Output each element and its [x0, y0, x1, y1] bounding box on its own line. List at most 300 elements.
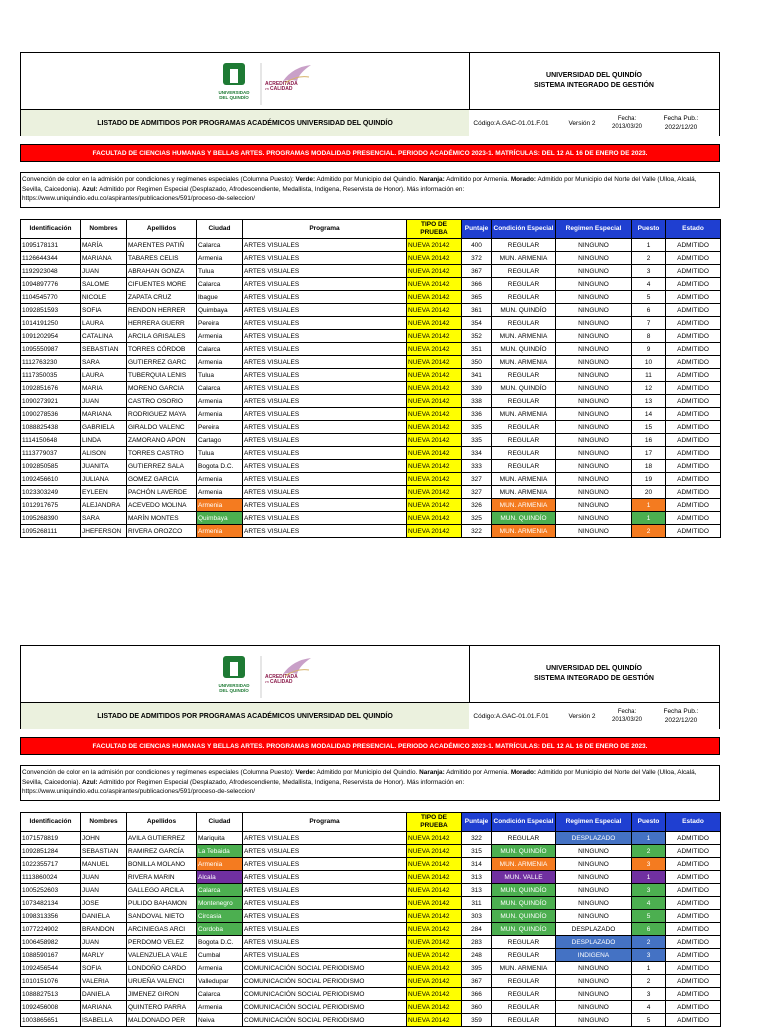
column-header: TIPO DE PRUEBA: [407, 813, 462, 832]
rank-cell: 6: [632, 923, 666, 936]
table-row: [21, 473, 721, 486]
info-link[interactable]: https://www.uniquindio.edu.co/aspirantes/publicaciones/591/proceso-de-seleccion/: [22, 788, 256, 795]
score-cell: 366: [462, 278, 492, 291]
test-type-cell: NUEVA 20142: [407, 832, 462, 845]
city-cell: Tulua: [197, 369, 243, 382]
special-condition-cell: REGULAR: [492, 434, 556, 447]
test-type-cell: NUEVA 20142: [407, 239, 462, 252]
special-regime-cell: NINGUNO: [556, 304, 632, 317]
document-header: [20, 52, 720, 136]
publication-date-label: Fecha Pub.:: [663, 708, 699, 715]
table-row: [21, 1001, 721, 1014]
city-cell: Ibague: [197, 291, 243, 304]
table-row: [21, 421, 721, 434]
test-type-cell: NUEVA 20142: [407, 897, 462, 910]
test-type-cell: NUEVA 20142: [407, 512, 462, 525]
special-condition-cell: MUN. QUINDÍO: [492, 304, 556, 317]
color-convention-note: [20, 172, 720, 208]
score-cell: 335: [462, 434, 492, 447]
last-name-cell: CASTRO OSORIO: [127, 395, 197, 408]
special-condition-cell: MUN. ARMENIA: [492, 408, 556, 421]
status-cell: ADMITIDO: [666, 317, 721, 330]
score-cell: 322: [462, 525, 492, 538]
special-condition-cell: REGULAR: [492, 936, 556, 949]
logo-line-1: UNIVERSIDAD: [218, 683, 250, 688]
document-info-row: [21, 702, 719, 729]
test-type-cell: NUEVA 20142: [407, 884, 462, 897]
special-condition-cell: REGULAR: [492, 291, 556, 304]
id-cell: 1073482134: [21, 897, 81, 910]
id-cell: 1095268111: [21, 525, 81, 538]
last-name-cell: PACHÓN LAVERDE: [127, 486, 197, 499]
listing-title: LISTADO DE ADMITIDOS POR PROGRAMAS ACADÉMICOS UNIVERSIDAD DEL QUINDÍO: [21, 703, 470, 729]
id-cell: 1113779037: [21, 447, 81, 460]
status-cell: ADMITIDO: [666, 923, 721, 936]
first-name-cell: ISABELLA: [81, 1014, 127, 1027]
admitted-table: [20, 219, 721, 538]
last-name-cell: TORRES CÓRDOB: [127, 343, 197, 356]
rank-cell: 10: [632, 356, 666, 369]
last-name-cell: TABARES CELIS: [127, 252, 197, 265]
city-cell: Armenia: [197, 252, 243, 265]
last-name-cell: RIVERA OROZCO: [127, 525, 197, 538]
score-cell: 367: [462, 975, 492, 988]
program-cell: ARTES VISUALES: [243, 473, 407, 486]
test-type-cell: NUEVA 20142: [407, 434, 462, 447]
program-cell: ARTES VISUALES: [243, 304, 407, 317]
city-cell: Mariquita: [197, 832, 243, 845]
rank-cell: 18: [632, 460, 666, 473]
special-condition-cell: MUN. ARMENIA: [492, 499, 556, 512]
rank-cell: 2: [632, 936, 666, 949]
id-cell: 1095268390: [21, 512, 81, 525]
special-condition-cell: MUN. QUINDÍO: [492, 910, 556, 923]
faculty-banner: FACULTAD DE CIENCIAS HUMANAS Y BELLAS ARTES. PROGRAMAS MODALIDAD PRESENCIAL. PERIODO ACADÉMICO 2023-1. MATRÍCULAS: DEL 12 AL 16 DE ENERO DE 2023.: [20, 144, 720, 162]
rank-cell: 1: [632, 512, 666, 525]
program-cell: COMUNICACIÓN SOCIAL PERIODISMO: [243, 975, 407, 988]
program-cell: ARTES VISUALES: [243, 832, 407, 845]
column-header: Estado: [666, 220, 721, 239]
logo-line-1: UNIVERSIDAD: [218, 90, 250, 95]
city-cell: Calarca: [197, 884, 243, 897]
publication-date-value: 2022/12/20: [664, 717, 698, 724]
first-name-cell: DANIELA: [81, 910, 127, 923]
info-link[interactable]: https://www.uniquindio.edu.co/aspirantes/publicaciones/591/proceso-de-seleccion/: [22, 195, 256, 202]
first-name-cell: SOFIA: [81, 304, 127, 317]
rank-cell: 12: [632, 382, 666, 395]
city-cell: Armenia: [197, 395, 243, 408]
document-code: Código:A.GAC-01.01.F.01: [469, 110, 554, 136]
accreditation-line-3: CALIDAD: [270, 86, 293, 92]
accreditation-line-3: CALIDAD: [270, 679, 293, 685]
special-condition-cell: MUN. ARMENIA: [492, 330, 556, 343]
score-cell: 314: [462, 858, 492, 871]
document-header: [20, 645, 720, 729]
special-condition-cell: REGULAR: [492, 317, 556, 330]
id-cell: 1005252603: [21, 884, 81, 897]
score-cell: 354: [462, 317, 492, 330]
first-name-cell: MANUEL: [81, 858, 127, 871]
rank-cell: 5: [632, 910, 666, 923]
test-type-cell: NUEVA 20142: [407, 499, 462, 512]
first-name-cell: LAURA: [81, 369, 127, 382]
rank-cell: 3: [632, 988, 666, 1001]
status-cell: ADMITIDO: [666, 382, 721, 395]
id-cell: 1088590167: [21, 949, 81, 962]
program-cell: COMUNICACIÓN SOCIAL PERIODISMO: [243, 1014, 407, 1027]
program-cell: ARTES VISUALES: [243, 923, 407, 936]
special-regime-cell: NINGUNO: [556, 499, 632, 512]
first-name-cell: LAURA: [81, 317, 127, 330]
city-cell: Calarca: [197, 239, 243, 252]
status-cell: ADMITIDO: [666, 356, 721, 369]
document-version: Versión 2: [553, 110, 612, 136]
special-regime-cell: NINGUNO: [556, 291, 632, 304]
special-regime-cell: NINGUNO: [556, 356, 632, 369]
special-condition-cell: MUN. VALLE: [492, 871, 556, 884]
special-condition-cell: MUN. ARMENIA: [492, 356, 556, 369]
rank-cell: 13: [632, 395, 666, 408]
program-cell: ARTES VISUALES: [243, 291, 407, 304]
last-name-cell: GUTIERREZ SALA: [127, 460, 197, 473]
program-cell: COMUNICACIÓN SOCIAL PERIODISMO: [243, 962, 407, 975]
status-cell: ADMITIDO: [666, 988, 721, 1001]
id-cell: 1023303249: [21, 486, 81, 499]
special-condition-cell: REGULAR: [492, 460, 556, 473]
first-name-cell: ALEJANDRA: [81, 499, 127, 512]
id-cell: 1094897776: [21, 278, 81, 291]
table-row: [21, 265, 721, 278]
city-cell: Quimbaya: [197, 512, 243, 525]
score-cell: 334: [462, 447, 492, 460]
table-row: [21, 369, 721, 382]
special-regime-cell: NINGUNO: [556, 447, 632, 460]
note-text: Admitido por Armenia.: [444, 176, 511, 183]
special-regime-cell: NINGUNO: [556, 1014, 632, 1027]
special-regime-cell: NINGUNO: [556, 962, 632, 975]
last-name-cell: GOMEZ GARCIA: [127, 473, 197, 486]
status-cell: ADMITIDO: [666, 434, 721, 447]
special-condition-cell: REGULAR: [492, 369, 556, 382]
city-cell: Quimbaya: [197, 304, 243, 317]
rank-cell: 3: [632, 949, 666, 962]
first-name-cell: BRANDON: [81, 923, 127, 936]
note-text: Admitido por Municipio del Quindío.: [315, 769, 420, 776]
listing-title: LISTADO DE ADMITIDOS POR PROGRAMAS ACADÉMICOS UNIVERSIDAD DEL QUINDÍO: [21, 110, 470, 136]
id-cell: 1012917675: [21, 499, 81, 512]
special-condition-cell: REGULAR: [492, 975, 556, 988]
rank-cell: 4: [632, 1001, 666, 1014]
note-purple-label: Morado:: [510, 769, 537, 776]
rank-cell: 5: [632, 291, 666, 304]
status-cell: ADMITIDO: [666, 1001, 721, 1014]
special-regime-cell: NINGUNO: [556, 278, 632, 291]
score-cell: 400: [462, 239, 492, 252]
column-header: Apellidos: [127, 813, 197, 832]
test-type-cell: NUEVA 20142: [407, 1014, 462, 1027]
program-cell: ARTES VISUALES: [243, 343, 407, 356]
program-cell: ARTES VISUALES: [243, 845, 407, 858]
city-cell: Armenia: [197, 486, 243, 499]
test-type-cell: NUEVA 20142: [407, 923, 462, 936]
test-type-cell: NUEVA 20142: [407, 356, 462, 369]
test-type-cell: NUEVA 20142: [407, 910, 462, 923]
special-condition-cell: MUN. QUINDÍO: [492, 923, 556, 936]
test-type-cell: NUEVA 20142: [407, 845, 462, 858]
rank-cell: 1: [632, 832, 666, 845]
table-row: [21, 884, 721, 897]
status-cell: ADMITIDO: [666, 473, 721, 486]
last-name-cell: GIRALDO VALENC: [127, 421, 197, 434]
status-cell: ADMITIDO: [666, 291, 721, 304]
note-blue-label: Azul:: [82, 185, 98, 193]
score-cell: 336: [462, 408, 492, 421]
score-cell: 350: [462, 356, 492, 369]
special-regime-cell: NINGUNO: [556, 317, 632, 330]
special-regime-cell: NINGUNO: [556, 473, 632, 486]
rank-cell: 1: [632, 871, 666, 884]
special-regime-cell: NINGUNO: [556, 434, 632, 447]
special-regime-cell: DESPLAZADO: [556, 936, 632, 949]
table-row: [21, 949, 721, 962]
city-cell: Armenia: [197, 525, 243, 538]
test-type-cell: NUEVA 20142: [407, 317, 462, 330]
last-name-cell: SANDOVAL NIETO: [127, 910, 197, 923]
test-type-cell: NUEVA 20142: [407, 1001, 462, 1014]
program-cell: ARTES VISUALES: [243, 884, 407, 897]
special-regime-cell: NINGUNO: [556, 910, 632, 923]
column-header: Programa: [243, 220, 407, 239]
score-cell: 360: [462, 1001, 492, 1014]
test-type-cell: NUEVA 20142: [407, 252, 462, 265]
status-cell: ADMITIDO: [666, 962, 721, 975]
program-cell: ARTES VISUALES: [243, 949, 407, 962]
special-regime-cell: NINGUNO: [556, 975, 632, 988]
score-cell: 335: [462, 421, 492, 434]
status-cell: ADMITIDO: [666, 239, 721, 252]
rank-cell: 14: [632, 408, 666, 421]
last-name-cell: RENDON HERRER: [127, 304, 197, 317]
score-cell: 333: [462, 460, 492, 473]
special-regime-cell: NINGUNO: [556, 330, 632, 343]
table-row: [21, 304, 721, 317]
note-blue-label: Azul:: [82, 778, 98, 786]
score-cell: 365: [462, 291, 492, 304]
special-regime-cell: NINGUNO: [556, 460, 632, 473]
table-row: [21, 832, 721, 845]
test-type-cell: NUEVA 20142: [407, 369, 462, 382]
note-text: Admitido por Municipio del Quindío.: [315, 176, 420, 183]
special-condition-cell: REGULAR: [492, 1001, 556, 1014]
table-row: [21, 936, 721, 949]
city-cell: Armenia: [197, 330, 243, 343]
first-name-cell: EYLEEN: [81, 486, 127, 499]
table-row: [21, 460, 721, 473]
note-text: Admitido por Armenia.: [444, 769, 511, 776]
score-cell: 367: [462, 265, 492, 278]
table-row: [21, 317, 721, 330]
table-row: [21, 525, 721, 538]
note-text: Admitido por Municipio del Norte del Valle (Ulloa, Alcalá, Sevilla, Caicedonia).: [22, 769, 697, 786]
first-name-cell: JOSE: [81, 897, 127, 910]
special-regime-cell: NINGUNO: [556, 369, 632, 382]
city-cell: Armenia: [197, 962, 243, 975]
table-row: [21, 239, 721, 252]
rank-cell: 19: [632, 473, 666, 486]
table-header-row: [21, 813, 721, 832]
first-name-cell: NICOLE: [81, 291, 127, 304]
special-condition-cell: MUN. ARMENIA: [492, 473, 556, 486]
status-cell: ADMITIDO: [666, 343, 721, 356]
special-condition-cell: MUN. ARMENIA: [492, 962, 556, 975]
test-type-cell: NUEVA 20142: [407, 936, 462, 949]
last-name-cell: BONILLA MOLANO: [127, 858, 197, 871]
first-name-cell: JUAN: [81, 884, 127, 897]
special-regime-cell: NINGUNO: [556, 512, 632, 525]
special-regime-cell: NINGUNO: [556, 239, 632, 252]
rank-cell: 4: [632, 897, 666, 910]
accreditation-line-1: ACREDITADA: [265, 674, 298, 680]
city-cell: Cordoba: [197, 923, 243, 936]
id-cell: 1088827513: [21, 988, 81, 1001]
university-title-cell: [469, 53, 719, 109]
table-row: [21, 382, 721, 395]
id-cell: 1092456544: [21, 962, 81, 975]
last-name-cell: LONDOÑO CARDO: [127, 962, 197, 975]
city-cell: Cumbal: [197, 949, 243, 962]
test-type-cell: NUEVA 20142: [407, 447, 462, 460]
last-name-cell: ZAMORANO APON: [127, 434, 197, 447]
special-regime-cell: NINGUNO: [556, 395, 632, 408]
faculty-banner: FACULTAD DE CIENCIAS HUMANAS Y BELLAS ARTES. PROGRAMAS MODALIDAD PRESENCIAL. PERIODO ACADÉMICO 2023-1. MATRÍCULAS: DEL 12 AL 16 DE ENERO DE 2023.: [20, 737, 720, 755]
status-cell: ADMITIDO: [666, 949, 721, 962]
score-cell: 325: [462, 512, 492, 525]
last-name-cell: GUTIERREZ GARC: [127, 356, 197, 369]
status-cell: ADMITIDO: [666, 525, 721, 538]
first-name-cell: SOFIA: [81, 962, 127, 975]
special-condition-cell: MUN. QUINDÍO: [492, 343, 556, 356]
table-row: [21, 343, 721, 356]
status-cell: ADMITIDO: [666, 884, 721, 897]
first-name-cell: JHEFERSON: [81, 525, 127, 538]
last-name-cell: HERRERA GUERR: [127, 317, 197, 330]
status-cell: ADMITIDO: [666, 910, 721, 923]
last-name-cell: VALENZUELA VALE: [127, 949, 197, 962]
score-cell: 303: [462, 910, 492, 923]
id-cell: 1098313356: [21, 910, 81, 923]
program-cell: ARTES VISUALES: [243, 317, 407, 330]
table-row: [21, 252, 721, 265]
status-cell: ADMITIDO: [666, 408, 721, 421]
program-cell: COMUNICACIÓN SOCIAL PERIODISMO: [243, 1001, 407, 1014]
column-header: Puesto: [632, 813, 666, 832]
city-cell: Calarca: [197, 278, 243, 291]
first-name-cell: SARA: [81, 356, 127, 369]
test-type-cell: NUEVA 20142: [407, 473, 462, 486]
id-cell: 1092850585: [21, 460, 81, 473]
table-header-row: [21, 220, 721, 239]
id-cell: 1112763230: [21, 356, 81, 369]
university-title-cell: [469, 646, 719, 702]
program-cell: ARTES VISUALES: [243, 858, 407, 871]
city-cell: Bogota D.C.: [197, 460, 243, 473]
status-cell: ADMITIDO: [666, 395, 721, 408]
note-orange-label: Naranja:: [419, 176, 445, 183]
first-name-cell: MARIANA: [81, 252, 127, 265]
special-condition-cell: REGULAR: [492, 832, 556, 845]
column-header: Condición Especial: [492, 813, 556, 832]
table-row: [21, 291, 721, 304]
first-name-cell: LINDA: [81, 434, 127, 447]
special-condition-cell: MUN. QUINDÍO: [492, 897, 556, 910]
score-cell: 327: [462, 473, 492, 486]
program-cell: ARTES VISUALES: [243, 408, 407, 421]
status-cell: ADMITIDO: [666, 897, 721, 910]
special-condition-cell: MUN. QUINDÍO: [492, 512, 556, 525]
test-type-cell: NUEVA 20142: [407, 962, 462, 975]
publication-date-label: Fecha Pub.:: [663, 115, 699, 122]
status-cell: ADMITIDO: [666, 832, 721, 845]
column-header: Apellidos: [127, 220, 197, 239]
accreditation-line-1: ACREDITADA: [265, 81, 298, 87]
program-cell: ARTES VISUALES: [243, 382, 407, 395]
rank-cell: 4: [632, 278, 666, 291]
program-cell: ARTES VISUALES: [243, 395, 407, 408]
last-name-cell: RAMIREZ GARCÍA: [127, 845, 197, 858]
special-condition-cell: MUN. QUINDÍO: [492, 382, 556, 395]
program-cell: ARTES VISUALES: [243, 369, 407, 382]
rank-cell: 8: [632, 330, 666, 343]
university-logo-icon: [211, 654, 321, 700]
table-row: [21, 408, 721, 421]
special-regime-cell: NINGUNO: [556, 858, 632, 871]
program-cell: ARTES VISUALES: [243, 239, 407, 252]
special-regime-cell: NINGUNO: [556, 421, 632, 434]
status-cell: ADMITIDO: [666, 486, 721, 499]
program-cell: ARTES VISUALES: [243, 512, 407, 525]
test-type-cell: NUEVA 20142: [407, 343, 462, 356]
special-condition-cell: MUN. ARMENIA: [492, 525, 556, 538]
table-row: [21, 356, 721, 369]
last-name-cell: AVILA GUTIERREZ: [127, 832, 197, 845]
city-cell: Calarca: [197, 343, 243, 356]
score-cell: 322: [462, 832, 492, 845]
test-type-cell: NUEVA 20142: [407, 988, 462, 1001]
special-condition-cell: REGULAR: [492, 239, 556, 252]
id-cell: 1117350035: [21, 369, 81, 382]
city-cell: Calarca: [197, 382, 243, 395]
column-header: Estado: [666, 813, 721, 832]
special-condition-cell: MUN. QUINDÍO: [492, 845, 556, 858]
status-cell: ADMITIDO: [666, 304, 721, 317]
id-cell: 1090278536: [21, 408, 81, 421]
last-name-cell: MORENO GARCIA: [127, 382, 197, 395]
test-type-cell: NUEVA 20142: [407, 421, 462, 434]
color-convention-note: [20, 765, 720, 801]
city-cell: Montenegro: [197, 897, 243, 910]
last-name-cell: PULIDO BAHAMON: [127, 897, 197, 910]
test-type-cell: NUEVA 20142: [407, 858, 462, 871]
column-header: Nombres: [81, 813, 127, 832]
score-cell: 351: [462, 343, 492, 356]
test-type-cell: NUEVA 20142: [407, 278, 462, 291]
rank-cell: 2: [632, 975, 666, 988]
table-row: [21, 871, 721, 884]
first-name-cell: MARIA: [81, 382, 127, 395]
score-cell: 372: [462, 252, 492, 265]
first-name-cell: JULIANA: [81, 473, 127, 486]
management-system: SISTEMA INTEGRADO DE GESTIÓN: [534, 675, 654, 682]
